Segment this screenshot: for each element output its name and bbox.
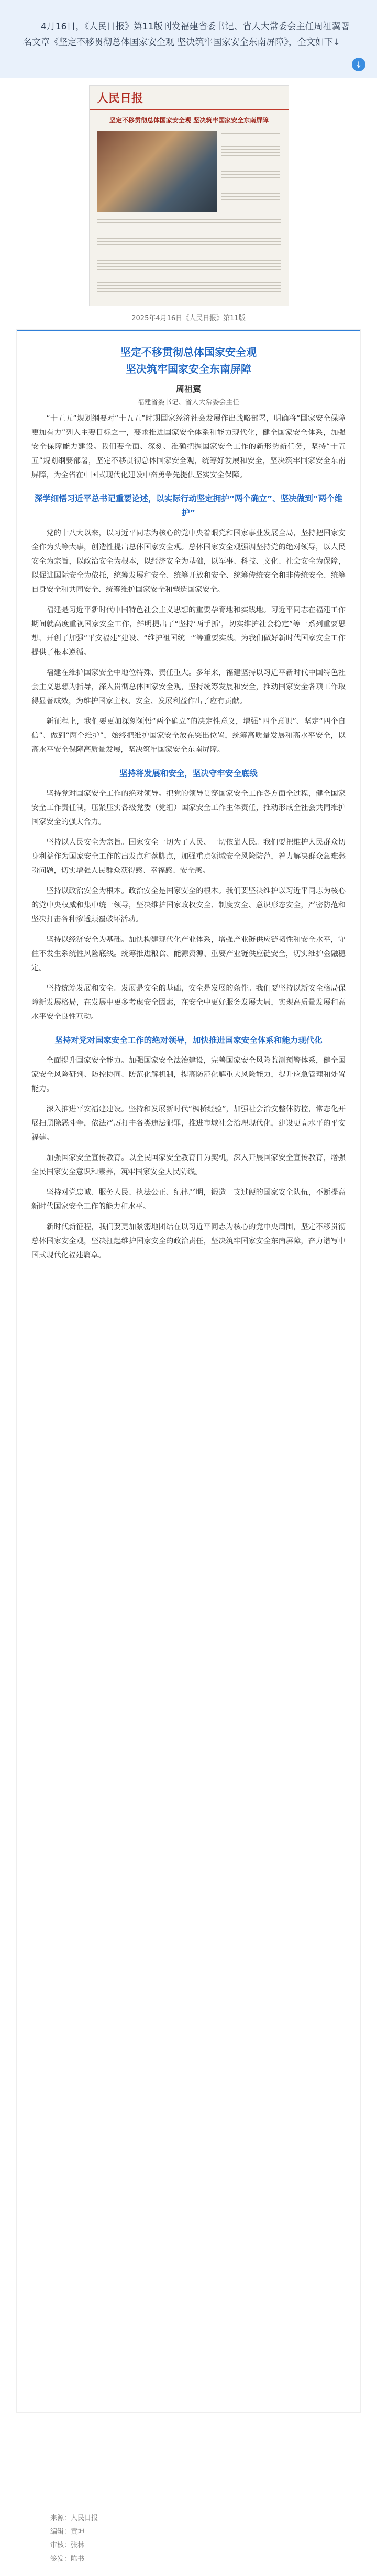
paragraph: 福建在维护国家安全中地位特殊、责任重大。多年来，福建坚持以习近平新时代中国特色社会主义思想为指导，深入贯彻总体国家安全观，坚持统筹发展和安全，推动国家安全各项工作取得显著成效，为维护国家主权、安全、发展利益作出了应有贡献。 (31, 669, 346, 705)
paragraph: 坚持对党忠诚、服务人民、执法公正、纪律严明，锻造一支过硬的国家安全队伍，不断提高新时代国家安全工作的能力和水平。 (31, 1188, 346, 1211)
article-body (17, 407, 360, 1263)
down-arrow-icon: ↓ (352, 58, 365, 71)
newspaper-image (89, 85, 289, 306)
section-heading: 深学细悟习近平总书记重要论述，以实际行动坚定拥护“两个确立”、坚决做到“两个维护” (34, 494, 343, 518)
newspaper-photo (97, 131, 217, 212)
newspaper-side-column (221, 131, 280, 212)
paragraph: 党的十八大以来，以习近平同志为核心的党中央着眼党和国家事业发展全局，坚持把国家安全作为头等大事，创造性提出总体国家安全观。总体国家安全观强调坚持党的绝对领导，以人民安全为宗旨，以政治安全为根本，以经济安全为基础，以军事、科技、文化、社会安全为保障，以促进国际安全为依托，统筹发展和安全、统筹开放和安全、统筹传统安全和非传统安全、统筹自身安全和共同安全、统筹维护国家安全和塑造国家安全。 (31, 529, 346, 594)
paragraph: 全面提升国家安全能力。加强国家安全法治建设，完善国家安全风险监测预警体系，健全国家安全风险研判、防控协同、防范化解机制，提高防范化解重大风险能力，提升应急管理和处置能力。 (31, 1056, 346, 1093)
article-title-line2: 坚决筑牢国家安全东南屏障 (126, 363, 251, 375)
paragraph: 深入推进平安福建建设。坚持和发展新时代“枫桥经验”，加强社会治安整体防控，常态化开展扫黑除恶斗争，依法严厉打击各类违法犯罪，推进市域社会治理现代化，建设更高水平的平安福建。 (31, 1105, 346, 1142)
paragraph: “十五五”规划纲要对“十五五”时期国家经济社会发展作出战略部署，明确将“国家安全保障更加有力”列入主要目标之一，要求推进国家安全体系和能力现代化，健全国家安全体系，加强安全保障能力建设。我们要全面、深刻、准确把握国家安全工作的新形势新任务，坚持“十五五”规划纲要部署，坚定不移贯彻总体国家安全观，统筹好发展和安全，坚决筑牢国家安全东南屏障，为全省在中国式现代化建设中奋勇争先提供坚实安全保障。 (31, 414, 346, 479)
paragraph: 坚持以经济安全为基础。加快构建现代化产业体系，增强产业链供应链韧性和安全水平，守住不发生系统性风险底线。统筹推进粮食、能源资源、重要产业链供应链安全，切实维护金融稳定。 (31, 936, 346, 972)
footer-review: 审核：张林 (50, 2541, 85, 2549)
article-title (17, 344, 360, 377)
section-heading: 坚持对党对国家安全工作的绝对领导，加快推进国家安全体系和能力现代化 (54, 1036, 323, 1045)
image-caption: 2025年4月16日《人民日报》第11版 (131, 314, 246, 322)
newspaper-text-columns (97, 217, 281, 298)
footer-meta (0, 2496, 377, 2566)
section-heading: 坚持将发展和安全，坚决守牢安全底线 (119, 769, 258, 778)
footer (0, 2496, 377, 2576)
paragraph: 坚持党对国家安全工作的绝对领导。把党的领导贯穿国家安全工作各方面全过程，健全国家安全工作责任制，压紧压实各级党委（党组）国家安全工作主体责任，推动形成全社会共同维护国家安全的强大合力。 (31, 790, 346, 826)
newspaper-masthead: 人民日报 (90, 86, 289, 110)
paragraph: 福建是习近平新时代中国特色社会主义思想的重要孕育地和实践地。习近平同志在福建工作期间就高度重视国家安全工作，鲜明提出了“坚持‘两手抓’，切实维护社会稳定”等一系列重要思想，开创了加强“平安福建”建设、“维护祖国统一”等重要实践，为我们做好新时代国家安全工作提供了根本遵循。 (31, 606, 346, 657)
newspaper-headline: 坚定不移贯彻总体国家安全观 坚决筑牢国家安全东南屏障 (109, 117, 269, 124)
paragraph: 新时代新征程，我们要更加紧密地团结在以习近平同志为核心的党中央周围，坚定不移贯彻总体国家安全观，坚决扛起维护国家安全的政治责任，坚决筑牢国家安全东南屏障，奋力谱写中国式现代化福建篇章。 (31, 1223, 346, 1259)
article-title-line1: 坚定不移贯彻总体国家安全观 (120, 346, 257, 358)
footer-source: 来源：人民日报 (50, 2514, 98, 2522)
article-top-rule (17, 330, 360, 331)
paragraph: 坚持以政治安全为根本。政治安全是国家安全的根本。我们要坚决维护以习近平同志为核心的党中央权威和集中统一领导，坚决维护国家政权安全、制度安全、意识形态安全，严密防范和坚决打击各种渗透颠覆破坏活动。 (31, 887, 346, 924)
article-card (17, 330, 360, 2412)
footer-editor: 编辑：黄坤 (50, 2528, 85, 2536)
article-affiliation: 福建省委书记、省人大常委会主任 (137, 399, 240, 407)
paragraph: 新征程上，我们要更加深刻领悟“两个确立”的决定性意义，增强“四个意识”、坚定“四个自信”、做到“两个维护”，始终把维护国家安全放在突出位置，统筹高质量发展和高水平安全，以高水平安全保障高质量发展，坚决筑牢国家安全东南屏障。 (31, 717, 346, 754)
intro-banner (0, 0, 377, 78)
footer-signoff: 签发：陈书 (50, 2555, 85, 2563)
paragraph: 加强国家安全宣传教育。以全民国家安全教育日为契机，深入开展国家安全宣传教育，增强全民国家安全意识和素养，筑牢国家安全人民防线。 (31, 1154, 346, 1176)
intro-text: 4月16日，《人民日报》第11版刊发福建省委书记、省人大常委会主任周祖翼署名文章《坚定不移贯彻总体国家安全观 坚决筑牢国家安全东南屏障》，全文如下↓ (23, 21, 350, 48)
paragraph: 坚持以人民安全为宗旨。国家安全一切为了人民、一切依靠人民。我们要把维护人民群众切身利益作为国家安全工作的出发点和落脚点，加强重点领域安全风险防范，着力解决群众急难愁盼问题，切实增强人民群众获得感、幸福感、安全感。 (31, 838, 346, 875)
paragraph: 坚持统筹发展和安全。发展是安全的基础，安全是发展的条件。我们要坚持以新安全格局保障新发展格局，在发展中更多考虑安全因素，在安全中更好服务发展大局，实现高质量发展和高水平安全良性互动。 (31, 984, 346, 1021)
article-author: 周祖翼 (175, 384, 201, 394)
